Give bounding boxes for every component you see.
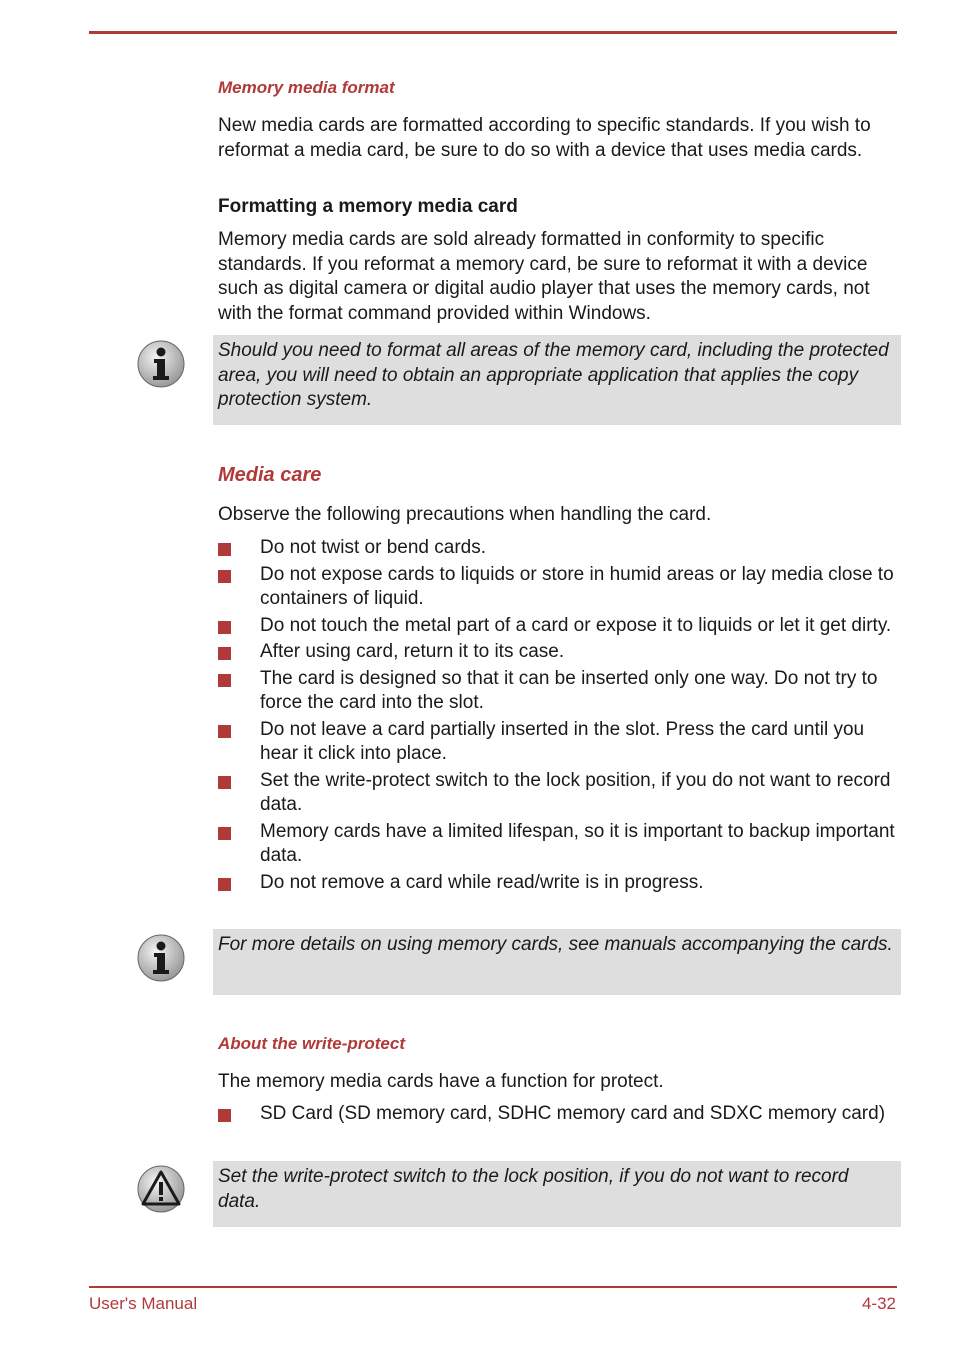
bullet-square-icon <box>218 1109 231 1122</box>
list-item: Do not twist or bend cards. <box>218 536 898 561</box>
info-icon <box>136 339 186 389</box>
page-number: 4-32 <box>861 1294 896 1313</box>
warning-box <box>213 1161 901 1227</box>
media-care-paragraph: Observe the following precautions when handling the card. <box>218 504 712 525</box>
bullet-square-icon <box>218 878 231 891</box>
bullet-square-icon <box>218 570 231 583</box>
media-care-heading: Media care <box>218 464 322 486</box>
media-care-list <box>218 536 898 897</box>
bullet-square-icon <box>218 827 231 840</box>
note-text: For more details on using memory cards, see manuals accompanying the cards. <box>218 934 893 955</box>
list-item: Memory cards have a limited lifespan, so it is important to backup important data. <box>218 820 898 869</box>
list-item: Do not leave a card partially inserted in the slot. Press the card until you hear it click into place. <box>218 718 898 767</box>
list-item: Do not expose cards to liquids or store in humid areas or lay media close to containers of liquid. <box>218 563 898 612</box>
info-icon <box>136 933 186 983</box>
memory-media-format-heading: Memory media format <box>218 78 395 97</box>
write-protect-paragraph: The memory media cards have a function for protect. <box>218 1071 664 1092</box>
warning-icon <box>136 1164 186 1214</box>
list-item: SD Card (SD memory card, SDHC memory card and SDXC memory card) <box>218 1102 898 1127</box>
formatting-paragraph: Memory media cards are sold already formatted in conformity to specific standards. If you reformat a memory card, be sure to reformat it with a device such as digital camera or digital audio player that uses the memory cards, not with the format command provided within Windows. <box>218 229 870 324</box>
list-item: Do not remove a card while read/write is in progress. <box>218 871 898 896</box>
list-item: Do not touch the metal part of a card or expose it to liquids or let it get dirty. <box>218 614 898 639</box>
bullet-square-icon <box>218 647 231 660</box>
list-item: After using card, return it to its case. <box>218 640 898 665</box>
list-item: Set the write-protect switch to the lock position, if you do not want to record data. <box>218 769 898 818</box>
note-box-details <box>213 929 901 995</box>
write-protect-heading: About the write-protect <box>218 1034 405 1053</box>
note-text: Should you need to format all areas of the memory card, including the protected area, you will need to obtain an appropriate application that applies the copy protection system. <box>218 340 889 410</box>
list-item: The card is designed so that it can be inserted only one way. Do not try to force the card into the slot. <box>218 667 898 716</box>
warning-text: Set the write-protect switch to the lock position, if you do not want to record data. <box>218 1166 849 1212</box>
header-rule <box>89 31 897 34</box>
bullet-square-icon <box>218 674 231 687</box>
footer-manual-title: User's Manual <box>89 1294 198 1313</box>
bullet-square-icon <box>218 776 231 789</box>
footer-rule <box>89 1286 897 1288</box>
bullet-square-icon <box>218 725 231 738</box>
memory-media-format-paragraph: New media cards are formatted according to specific standards. If you wish to reformat a media card, be sure to do so with a device that uses media cards. <box>218 115 871 161</box>
bullet-square-icon <box>218 543 231 556</box>
bullet-square-icon <box>218 621 231 634</box>
write-protect-list <box>218 1102 898 1129</box>
formatting-heading: Formatting a memory media card <box>218 196 518 217</box>
note-box-format <box>213 335 901 425</box>
